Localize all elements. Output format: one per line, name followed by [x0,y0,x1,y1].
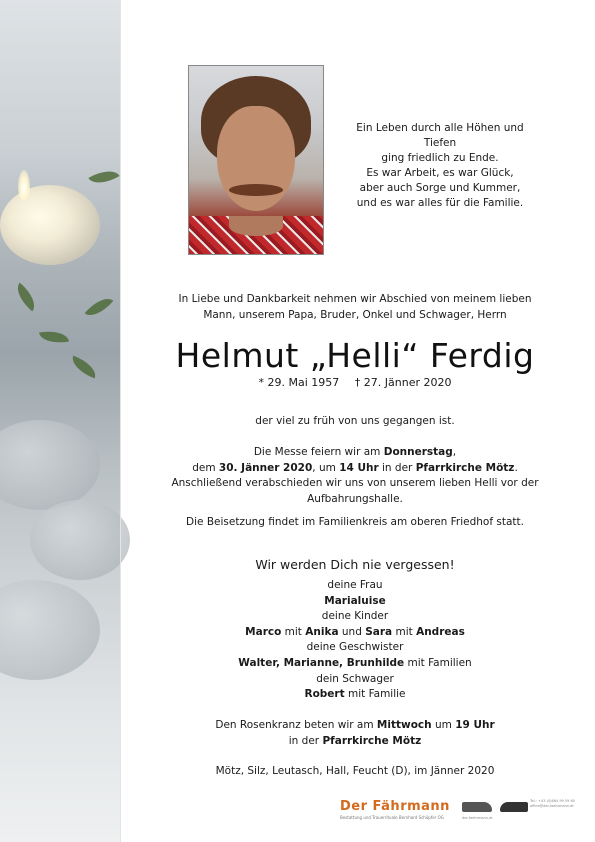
stone-decoration [0,580,100,680]
funeral-home-website: der-faehrmann.at [462,816,493,820]
family-role: dein Schwager [316,672,394,685]
leaf-decoration [85,292,114,322]
rosary-church: Pfarrkirche Mötz [322,734,422,747]
poem-line: Ein Leben durch alle Höhen und Tiefen [356,122,524,149]
funeral-home-subtitle: Bestattung und Trauerrituale Bernhard Schöpfer OG [340,815,444,820]
birth-date: * 29. Mai 1957 [258,376,340,389]
mass-time: 14 Uhr [339,461,379,474]
family-list: deine Frau Marialuise deine Kinder Marco mit Anika und Sara mit Andreas deine Geschwister Walter, Marianne, Brunhilde mit Familien dein Schwager Robert mit Familie [170,578,540,703]
funeral-home-logo: Der Fährmann [340,799,450,814]
poem-line: aber auch Sorge und Kummer, [359,182,521,194]
never-forget-heading: Wir werden Dich nie vergessen! [255,557,455,572]
mass-church: Pfarrkirche Mötz [415,461,515,474]
candle-flame [18,170,30,200]
passed-text: der viel zu früh von uns gegangen ist. [255,415,455,427]
rosary-time: 19 Uhr [455,719,495,731]
death-date: † 27. Jänner 2020 [354,376,452,389]
intro-line: In Liebe und Dankbarkeit nehmen wir Abschied von meinem lieben [178,293,532,305]
leaf-decoration [11,283,41,312]
family-role: deine Kinder [321,610,389,623]
life-dates [170,376,540,390]
burial-info: Die Beisetzung findet im Familienkreis am oberen Friedhof statt. [186,516,524,528]
leaf-decoration [88,164,119,190]
mass-date: 30. Jänner 2020 [218,461,313,474]
funeral-home-contact: Tel.: +43 (0)664 99 59 60 office@der-faehrmann.at [530,799,575,808]
candle-image [0,185,100,265]
poem-line: Es war Arbeit, es war Glück, [366,167,514,179]
places-date: Mötz, Silz, Leutasch, Hall, Feucht (D), im Jänner 2020 [215,765,495,777]
family-role: deine Frau [327,579,383,591]
poem-line: und es war alles für die Familie. [356,197,524,209]
rosary-info: Den Rosenkranz beten wir am Mittwoch um 19 Uhr in der Pfarrkirche Mötz [215,719,495,747]
deceased-name: Helmut „Helli“ Ferdig [175,336,535,375]
rosary-day: Mittwoch [376,719,432,731]
divider-line [120,0,121,842]
portrait-photo [188,65,324,255]
leaf-decoration [39,328,69,347]
decorative-side-image [0,0,120,842]
mass-day: Donnerstag [383,446,453,458]
poem [340,121,540,211]
mass-info: Die Messe feiern wir am Donnerstag, dem 30. Jänner 2020, um 14 Uhr in der Pfarrkirche Mötz. Anschließend verabschieden wir uns von unserem lieben Helli vor der Aufbahrungshalle. [171,446,539,505]
family-name: Marialuise [324,594,386,607]
boat-icon [500,802,528,812]
intro-text [170,292,540,323]
stone-decoration [0,420,100,510]
boat-icon [462,802,492,812]
intro-line: Mann, unserem Papa, Bruder, Onkel und Schwager, Herrn [203,308,507,321]
poem-line: ging friedlich zu Ende. [381,152,499,164]
stone-decoration [30,500,130,580]
family-role: deine Geschwister [306,641,404,654]
leaf-decoration [68,356,99,379]
